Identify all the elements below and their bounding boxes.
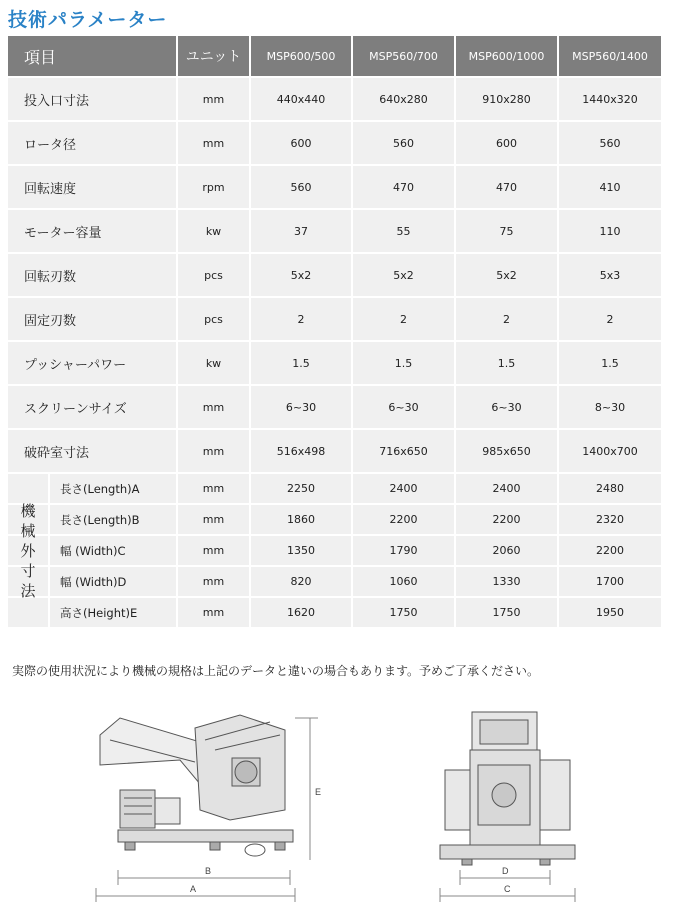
row-value: 37 <box>249 208 351 252</box>
table-header-row <box>8 36 661 76</box>
table-body <box>8 76 661 627</box>
row-value: 1400x700 <box>557 428 661 472</box>
group-label-char: 械 <box>20 521 36 540</box>
row-label: プッシャーパワー <box>8 340 176 384</box>
row-unit: mm <box>176 472 249 503</box>
row-unit: mm <box>176 503 249 534</box>
row-value: 2200 <box>454 503 557 534</box>
table-row <box>8 565 661 596</box>
column-header-item: 項目 <box>8 36 176 76</box>
row-value: 2200 <box>557 534 661 565</box>
row-value: 985x650 <box>454 428 557 472</box>
table-row <box>8 208 661 252</box>
row-value: 1750 <box>454 596 557 627</box>
dimension-label-d: D <box>502 866 509 876</box>
row-value: 470 <box>454 164 557 208</box>
row-value: 470 <box>351 164 454 208</box>
row-value: 1440x320 <box>557 76 661 120</box>
dimension-label-e: E <box>315 787 322 797</box>
row-value: 2250 <box>249 472 351 503</box>
row-value: 410 <box>557 164 661 208</box>
table-row <box>8 340 661 384</box>
table-row <box>8 428 661 472</box>
row-unit: mm <box>176 428 249 472</box>
row-unit: mm <box>176 384 249 428</box>
row-value: 5x3 <box>557 252 661 296</box>
row-label: 回転刃数 <box>8 252 176 296</box>
row-label: 回転速度 <box>8 164 176 208</box>
row-value: 6~30 <box>454 384 557 428</box>
row-value: 600 <box>249 120 351 164</box>
row-label: 破砕室寸法 <box>8 428 176 472</box>
row-value: 1.5 <box>249 340 351 384</box>
row-value: 516x498 <box>249 428 351 472</box>
row-value: 1950 <box>557 596 661 627</box>
row-label: スクリーンサイズ <box>8 384 176 428</box>
spec-table <box>8 36 661 627</box>
row-value: 2 <box>557 296 661 340</box>
row-value: 6~30 <box>351 384 454 428</box>
row-value: 5x2 <box>249 252 351 296</box>
row-value: 2 <box>351 296 454 340</box>
row-value: 1.5 <box>557 340 661 384</box>
table-row <box>8 76 661 120</box>
group-label-char: 法 <box>20 581 36 600</box>
row-value: 716x650 <box>351 428 454 472</box>
row-value: 8~30 <box>557 384 661 428</box>
table-row <box>8 472 661 503</box>
table-row <box>8 252 661 296</box>
row-label: 長さ(Length)A <box>48 474 176 503</box>
row-label: 幅 (Width)C <box>48 536 176 565</box>
row-value: 2 <box>454 296 557 340</box>
table-row <box>8 503 661 534</box>
row-unit: pcs <box>176 252 249 296</box>
row-value: 640x280 <box>351 76 454 120</box>
table-row <box>8 120 661 164</box>
row-value: 560 <box>351 120 454 164</box>
row-value: 75 <box>454 208 557 252</box>
row-value: 820 <box>249 565 351 596</box>
row-value: 440x440 <box>249 76 351 120</box>
row-value: 2 <box>249 296 351 340</box>
disclaimer-note: 実際の使用状況により機械の規格は上記のデータと違いの場合もあります。予めご了承ください。 <box>12 664 540 678</box>
column-header-model: MSP600/1000 <box>454 36 557 76</box>
row-value: 600 <box>454 120 557 164</box>
table-row <box>8 164 661 208</box>
row-value: 2400 <box>351 472 454 503</box>
table-row <box>8 384 661 428</box>
column-header-model: MSP560/1400 <box>557 36 661 76</box>
table-row <box>8 534 661 565</box>
machine-dimension-drawings <box>0 690 677 918</box>
row-unit: mm <box>176 565 249 596</box>
row-value: 910x280 <box>454 76 557 120</box>
row-value: 1750 <box>351 596 454 627</box>
row-value: 1.5 <box>351 340 454 384</box>
dimension-label-b: B <box>205 866 212 876</box>
row-value: 1860 <box>249 503 351 534</box>
column-header-model: MSP560/700 <box>351 36 454 76</box>
row-value: 560 <box>249 164 351 208</box>
row-value: 2400 <box>454 472 557 503</box>
group-label-machine-dimensions <box>8 474 48 627</box>
row-unit: kw <box>176 208 249 252</box>
row-label: 固定刃数 <box>8 296 176 340</box>
row-value: 110 <box>557 208 661 252</box>
row-value: 1350 <box>249 534 351 565</box>
page-title: 技術パラメーター <box>8 9 168 31</box>
row-value: 5x2 <box>454 252 557 296</box>
row-unit: rpm <box>176 164 249 208</box>
row-value: 55 <box>351 208 454 252</box>
row-value: 560 <box>557 120 661 164</box>
row-unit: mm <box>176 534 249 565</box>
row-label: 高さ(Height)E <box>48 598 176 627</box>
row-label: モーター容量 <box>8 208 176 252</box>
row-value: 5x2 <box>351 252 454 296</box>
dimension-label-a: A <box>190 884 197 894</box>
row-unit: mm <box>176 596 249 627</box>
column-header-model: MSP600/500 <box>249 36 351 76</box>
row-unit: kw <box>176 340 249 384</box>
row-value: 2200 <box>351 503 454 534</box>
row-value: 1060 <box>351 565 454 596</box>
row-value: 1330 <box>454 565 557 596</box>
row-value: 1.5 <box>454 340 557 384</box>
dimension-label-c: C <box>504 884 511 894</box>
row-value: 2480 <box>557 472 661 503</box>
group-label-char: 機 <box>20 501 36 520</box>
group-label-char: 外 <box>20 541 36 560</box>
row-unit: mm <box>176 76 249 120</box>
row-label: 投入口寸法 <box>8 76 176 120</box>
row-value: 1700 <box>557 565 661 596</box>
row-value: 2320 <box>557 503 661 534</box>
row-value: 2060 <box>454 534 557 565</box>
column-header-unit: ユニット <box>176 36 249 76</box>
row-unit: pcs <box>176 296 249 340</box>
row-label: 幅 (Width)D <box>48 567 176 596</box>
group-label-char: 寸 <box>20 561 36 580</box>
row-value: 1790 <box>351 534 454 565</box>
row-label: ロータ径 <box>8 120 176 164</box>
row-unit: mm <box>176 120 249 164</box>
table-row <box>8 296 661 340</box>
row-label: 長さ(Length)B <box>48 505 176 534</box>
row-value: 1620 <box>249 596 351 627</box>
table-row <box>8 596 661 627</box>
row-value: 6~30 <box>249 384 351 428</box>
